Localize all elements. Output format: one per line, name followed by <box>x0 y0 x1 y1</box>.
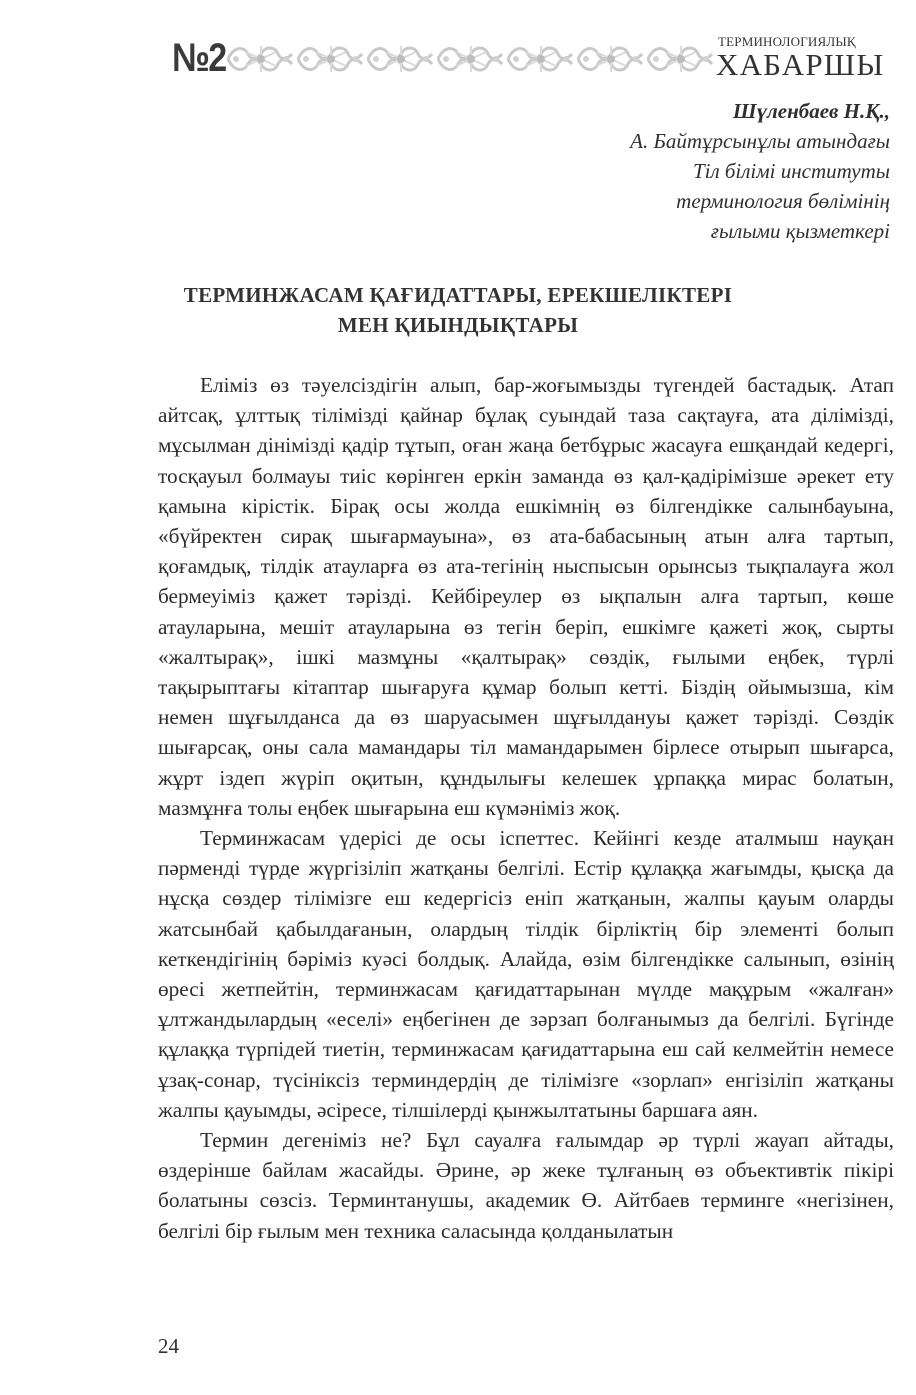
author-affiliation-line: А. Байтұрсынұлы атындағы <box>630 129 890 153</box>
article-title-line: МЕН ҚИЫНДЫҚТАРЫ <box>337 313 579 337</box>
article-body <box>158 370 894 1246</box>
journal-name-line2: ХАБАРШЫ <box>716 47 885 82</box>
article-title-line: ТЕРМИНЖАСАМ ҚАҒИДАТТАРЫ, ЕРЕКШЕЛІКТЕРІ <box>183 283 733 307</box>
author-affiliation-line: Тіл білімі институты <box>692 159 890 183</box>
author-affiliation-line: ғылыми қызметкері <box>710 219 890 243</box>
page-number: 24 <box>158 1334 179 1358</box>
journal-header <box>172 34 892 84</box>
ornament-band <box>226 42 716 76</box>
body-paragraph: Термин дегеніміз не? Бұл сауалға ғалымдар әр түрлі жауап айтады, өздерінше байлам жасайды. Әрине, әр жеке тұлғаның өз объективтік пікірі болатыны сөзсіз. Терминтанушы, академик Ө. Айтбаев терминге «негізінен, белгілі бір ғылым мен техника саласында қолданылатын <box>158 1128 894 1243</box>
author-name: Шүленбаев Н.Қ., <box>732 99 890 123</box>
journal-name <box>716 34 892 80</box>
body-paragraph: Еліміз өз тәуелсіздігін алып, бар-жоғымызды түгендей бастадық. Атап айтсақ, ұлттық тілімізді қайнар бұлақ суындай таза сақтауға, ата ділімізді, мұсылман дінімізді қадір тұтып, оған жаңа бетбұрыс жасауға ешқандай кедергі, тосқауыл болмауы тиіс көрінген еркін заманда өз қал-қадірімізше әрекет ету қамына кірістік. Бірақ осы жолда ешкімнің өз білгендікке салынбауына, «бүйректен сирақ шығармауына», өз ата-бабасының атын алға тартып, қоғамдық, тілдік атауларға өз ата-тегінің ныспысын орынсыз тықпалауға жол бермеуіміз қажет тәрізді. Кейбіреулер өз ықпалын алға тартып, көше атауларына, мешіт атауларына өз тегін беріп, ешкімге қажеті жоқ, сырты «жалтырақ», ішкі мазмұны «қалтырақ» сөздік, ғылыми еңбек, түрлі тақырыптағы кітаптар шығаруға құмар болып кетті. Біздің ойымызша, кім немен шұғылданса да өз шаруасымен шұғылдануы қажет тәрізді. Сөздік шығарсақ, оны сала мамандары тіл мамандарымен бірлесе отырып шығарса, жұрт іздеп жүріп оқитын, құндылығы келешек ұрпаққа мирас болатын, мазмұнға толы еңбек шығарына еш күмәніміз жоқ. <box>158 373 894 820</box>
article-title <box>150 280 766 340</box>
author-block <box>630 96 890 246</box>
issue-number: №2 <box>172 36 226 80</box>
journal-name-line1: ТЕРМИНОЛОГИЯЛЫҚ <box>718 34 856 49</box>
author-affiliation-line: терминология бөлімінің <box>676 189 890 213</box>
body-paragraph: Терминжасам үдерісі де осы іспеттес. Кейінгі кезде аталмыш науқан пәрменді түрде жүргізіліп жатқаны белгілі. Естір құлаққа жағымды, қысқа да нұсқа сөздер тілімізге еш кедергісіз еніп жатқанын, жалпы қауым оларды жатсынбай қабылдағанын, олардың тілдік бірліктің бір элементі болып кеткендігінің бәріміз куәсі болдық. Алайда, өзім білгендікке салынып, өзінің өресі жетпейтін, терминжасам қағидаттарынан мүлде мақұрым «жалған» ұлтжандылардың «еселі» еңбегінен де зәрзап болғанымыз да белгілі. Бүгінде құлаққа түрпідей тиетін, терминжасам қағидаттарына еш сай келмейтін немесе ұзақ-сонар, түсініксіз терминдердің де тілімізге «зорлап» енгізіліп жатқаны жалпы қауымды, әсіресе, тілшілерді қынжылтатыны баршаға аян. <box>158 826 894 1122</box>
